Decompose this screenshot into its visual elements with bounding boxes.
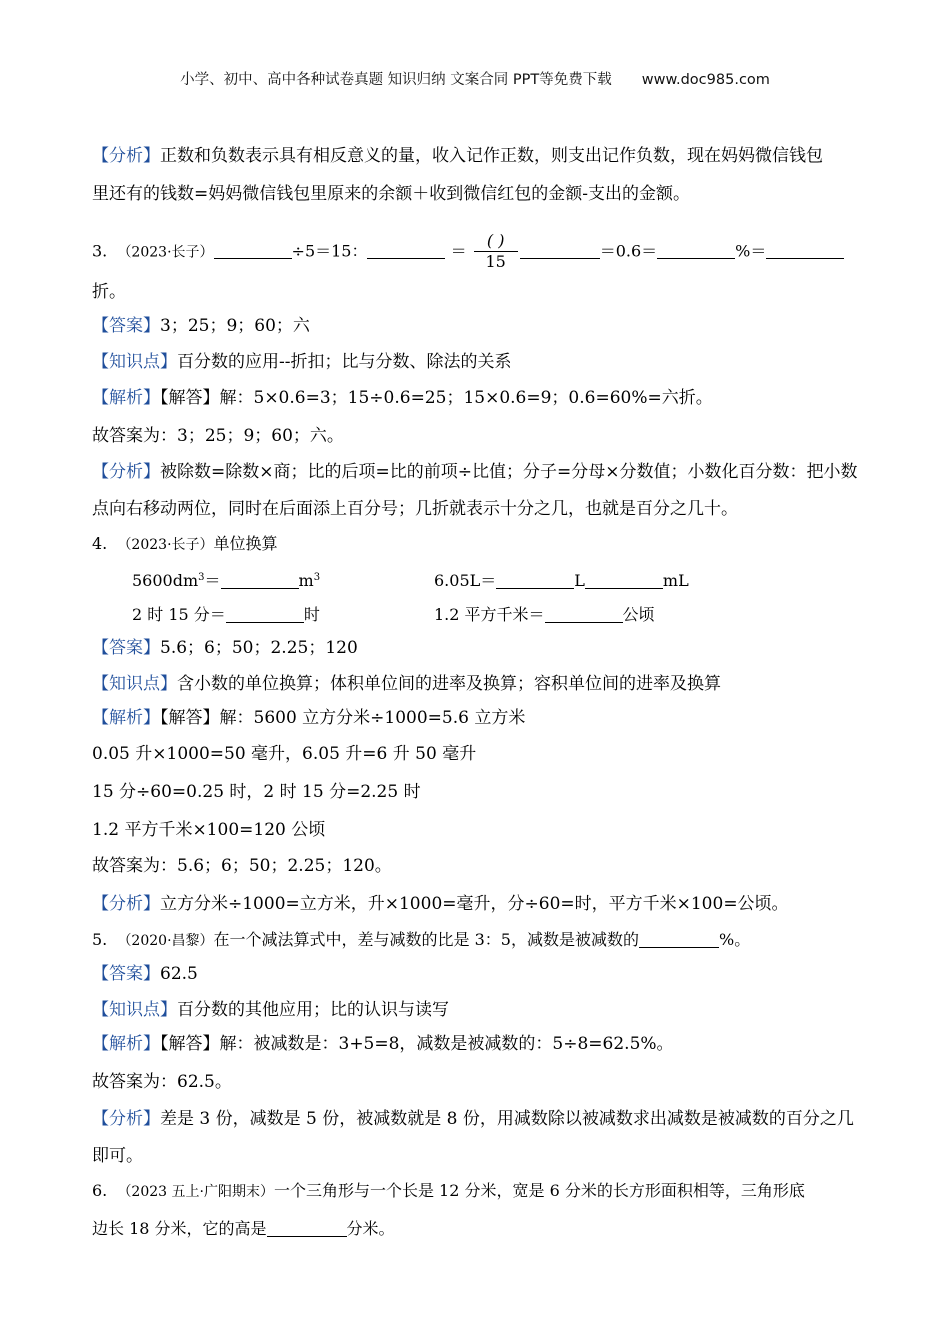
analysis-tag: 【分析】 — [92, 462, 160, 482]
knowledge-tag: 【知识点】 — [92, 674, 177, 694]
q3-fraction — [474, 232, 518, 272]
q3-blank-5[interactable] — [766, 242, 844, 259]
explain-tag: 【解析】 — [92, 708, 160, 728]
q3-blank-4[interactable] — [657, 242, 735, 259]
q4-blank-c[interactable] — [226, 606, 304, 623]
q4-explain-3: 15 分÷60=0.25 时，2 时 15 分=2.25 时 — [92, 782, 421, 802]
answer-tag: 【答案】 — [92, 638, 160, 658]
q3-stem-tail: 折。 — [92, 282, 126, 302]
q6-blank[interactable] — [267, 1220, 347, 1237]
header-url[interactable]: www.doc985.com — [641, 72, 770, 88]
q3-answer: 【答案】3；25；9；60；六 — [92, 316, 310, 336]
q4-explain-4: 1.2 平方千米×100=120 公顷 — [92, 820, 326, 840]
explain-tag: 【解析】 — [92, 1034, 160, 1054]
q5-analysis-line-1: 【分析】差是 3 份，减数是 5 份，被减数就是 8 份，用减数除以被减数求出减数是被减数的百分之几 — [92, 1109, 854, 1129]
q3-blank-2[interactable] — [367, 242, 445, 259]
q5-knowledge: 【知识点】百分数的其他应用；比的认识与读写 — [92, 1000, 449, 1020]
q3-explain: 【解析】【解答】解：5×0.6=3；15÷0.6=25；15×0.6=9；0.6=60%=六折。 — [92, 388, 713, 408]
q3-fraction-numerator[interactable]: ( ) — [474, 232, 518, 252]
q5-source: （2020·昌黎） — [117, 933, 214, 949]
q4-analysis: 【分析】立方分米÷1000=立方米，升×1000=毫升，分÷60=时，平方千米×100=公顷。 — [92, 894, 789, 914]
q5-number: 5. — [92, 930, 108, 949]
q4-blank-a[interactable] — [221, 572, 299, 589]
q3-stem: 3. （2023·长子） ÷5＝15： ＝ $\frac{( )}{15}$ ＝0.6＝ %＝ — [92, 232, 844, 272]
q4-blank-b1[interactable] — [496, 572, 574, 589]
q4-item-d: 1.2 平方千米＝ 公顷 — [434, 605, 655, 624]
q3-fraction-denominator: 15 — [485, 252, 506, 272]
knowledge-tag: 【知识点】 — [92, 352, 177, 372]
q5-blank[interactable] — [639, 931, 719, 948]
q6-source: （2023 五上·广阳期末） — [117, 1184, 274, 1200]
q4-result: 故答案为：5.6；6；50；2.25；120。 — [92, 856, 392, 876]
q3-analysis-line-2: 点向右移动两位，同时在后面添上百分号；几折就表示十分之几，也就是百分之几十。 — [92, 499, 738, 519]
q4-knowledge: 【知识点】含小数的单位换算；体积单位间的进率及换算；容积单位间的进率及换算 — [92, 674, 721, 694]
answer-tag: 【答案】 — [92, 964, 160, 984]
q6-number: 6. — [92, 1181, 108, 1200]
analysis-tag: 【分析】 — [92, 894, 160, 914]
q4-item-b: 6.05L＝ L mL — [434, 571, 689, 590]
q5-explain: 【解析】【解答】解：被减数是：3+5=8，减数是被减数的：5÷8=62.5%。 — [92, 1034, 674, 1054]
q3-knowledge: 【知识点】百分数的应用--折扣；比与分数、除法的关系 — [92, 352, 512, 372]
q3-blank-3[interactable] — [520, 242, 600, 259]
header-text: 小学、初中、高中各种试卷真题 知识归纳 文案合同 PPT等免费下载 — [180, 72, 612, 88]
q3-analysis-line-1: 【分析】被除数=除数×商；比的后项=比的前项÷比值；分子=分母×分数值；小数化百分数：把小数 — [92, 462, 858, 482]
q4-blank-b2[interactable] — [585, 572, 663, 589]
q3-source: （2023·长子） — [117, 244, 214, 261]
knowledge-tag: 【知识点】 — [92, 1000, 177, 1020]
q4-item-c: 2 时 15 分＝ 时 — [132, 605, 320, 624]
q4-title: 单位换算 — [213, 534, 278, 553]
q4-blank-d[interactable] — [545, 606, 623, 623]
answer-tag: 【答案】 — [92, 316, 160, 336]
page-header — [0, 68, 950, 89]
q5-result: 故答案为：62.5。 — [92, 1072, 232, 1092]
q3-blank-1[interactable] — [214, 242, 292, 259]
q4-source: （2023·长子） — [117, 537, 214, 553]
prev-analysis-line-2: 里还有的钱数=妈妈微信钱包里原来的余额＋收到微信红包的金额-支出的金额。 — [92, 184, 690, 204]
analysis-tag: 【分析】 — [92, 1109, 160, 1129]
explain-tag: 【解析】 — [92, 388, 160, 408]
q4-answer: 【答案】5.6；6；50；2.25；120 — [92, 638, 358, 658]
analysis-tag: 【分析】 — [92, 146, 160, 166]
q6-stem-line-1: 6. （2023 五上·广阳期末）一个三角形与一个长是 12 分米，宽是 6 分米的长方形面积相等，三角形底 — [92, 1181, 805, 1200]
q4-number: 4. — [92, 534, 108, 553]
q4-explain: 【解析】【解答】解：5600 立方分米÷1000=5.6 立方米 — [92, 708, 526, 728]
q4-item-a: $5600dm^3= m^3$ — [132, 571, 321, 590]
q5-analysis-line-2: 即可。 — [92, 1146, 143, 1166]
q5-stem: 5. （2020·昌黎）在一个减法算式中，差与减数的比是 3：5，减数是被减数的 %。 — [92, 930, 751, 949]
q5-answer: 【答案】62.5 — [92, 964, 198, 984]
q3-number: 3. — [92, 241, 108, 261]
q4-explain-2: 0.05 升×1000=50 毫升，6.05 升=6 升 50 毫升 — [92, 744, 477, 764]
q3-result: 故答案为：3；25；9；60；六。 — [92, 426, 344, 446]
q6-stem-line-2: 边长 18 分米，它的高是 分米。 — [92, 1219, 395, 1238]
prev-analysis-line-1: 【分析】正数和负数表示具有相反意义的量，收入记作正数，则支出记作负数，现在妈妈微信钱包 — [92, 146, 823, 166]
q4-stem — [92, 536, 278, 552]
